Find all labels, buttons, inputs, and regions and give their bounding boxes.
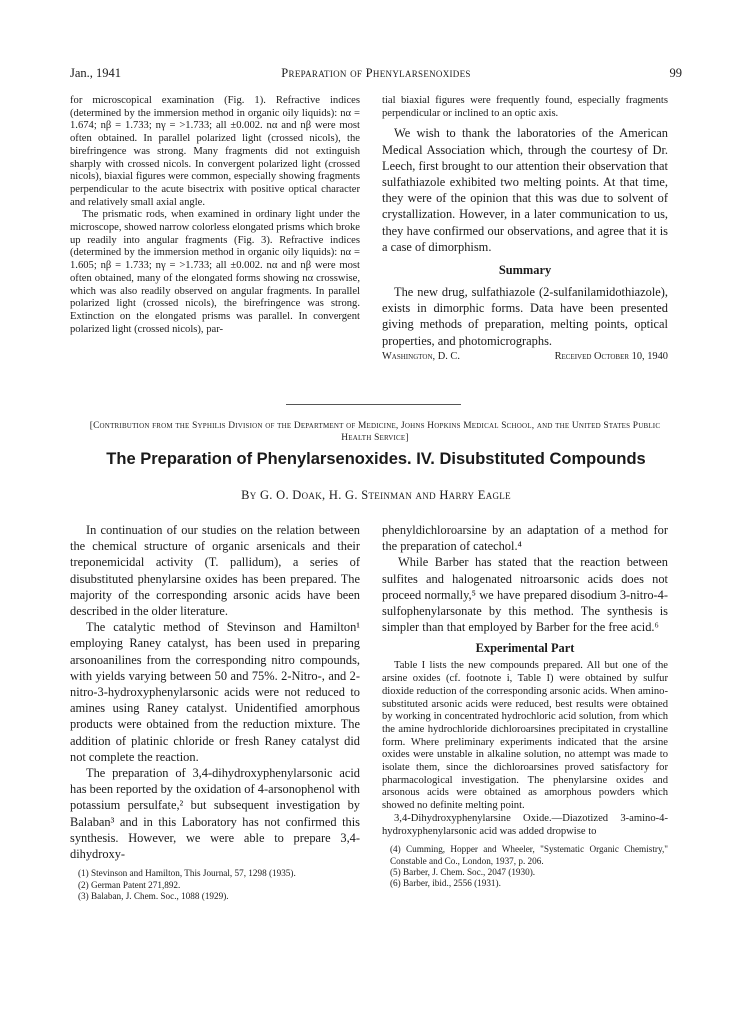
summary-heading: Summary [498,263,552,278]
paragraph: 3,4-Dihydroxyphenylarsine Oxide.—Diazotized 3-amino-4-hydroxyphenylarsonic acid was added dropwise to [382,812,668,837]
paragraph: phenyldichloroarsine by an adaptation of a method for the preparation of catechol.⁴ [382,523,668,554]
body-left-column [70,522,360,902]
dateline [382,351,668,362]
received-date: Received October 10, 1940 [554,350,668,362]
paragraph: Table I lists the new compounds prepared. All but one of the arsine oxides (cf. footnote i, Table I) were obtained by sulfur dioxide reduction of the corresponding arsonic acids. When amino-substituted arsonic acids were reduced, best results were obtained by working in concentrated hydrochloric acid solution, from which the amine hydrochloride dichloroarsines precipitated in crystalline form. Where preliminary experiments indicated that the arsine oxides were unstable in alkaline solution, no attempt was made to isolate them, since the dichloroarsines proved satisfactory for pharmacological investigation. The phenylarsine oxides and arsonous acids were obtained as amorphous powders which showed no definite melting point. [382,660,668,812]
place: Washington, D. C. [382,350,460,362]
header-running-title: Preparation of Phenylarsenoxides [281,66,471,80]
paragraph: The preparation of 3,4-dihydroxyphenylarsonic acid has been reported by the oxidation of 4-arsonophenol with potassium persulfate,² but subsequent investigation by Balaban³ and in this Laboratory has not confirmed this synthesis. However, we were able to prepare 3,4-dihydroxy- [70,766,360,862]
paragraph: While Barber has stated that the reaction between sulfites and halogenated nitroarsonic acids does not proceed normally,⁵ we have prepared disodium 3-nitro-4-sulfophenylarsonate by this method. The synthesis is simpler than that employed by Barber for the free acid.⁶ [382,555,668,635]
summary-paragraph: The new drug, sulfathiazole (2-sulfanilamidothiazole), exists in dimorphic forms. Data have been presented giving methods of preparation, melting points, optical properties, and photomicrographs. [382,285,668,348]
section-divider [286,404,461,405]
experimental-heading: Experimental Part [475,641,575,656]
top-right-column [382,95,668,362]
running-header [70,66,682,84]
footnote: (2) German Patent 271,892. [78,879,181,890]
paragraph: The prismatic rods, when examined in ordinary light under the microscope, showed narrow colorless elongated prisms which broke up readily into angular fragments (Fig. 3). Refractive indices (determined by the immersion method in organic oily liquids): nα = 1.605; nβ = 1.733; nγ = >1.733; all ±0.002. nα and nβ were most often obtained, many of the elongated forms showing nα crosswise, which was also readily observed on angular fragments. In parallel polarized light (crossed nicols), the birefringence was strong. Extinction on the elongated prisms was parallel. In convergent polarized light (crossed nicols), par- [70,209,360,335]
acknowledgment-paragraph: We wish to thank the laboratories of the American Medical Association which, through the courtesy of Dr. Leech, first brought to our attention their observation that sulfathiazole exhibited two melting points. At that time, they were of the opinion that this was due to solvent of crystallization. However, in a later communication to us, they have confirmed our observations, and agree that it is a case of dimorphism. [382,126,668,254]
header-page-number: 99 [669,66,682,80]
authors: By G. O. Doak, H. G. Steinman and Harry Eagle [241,488,511,502]
footnote: (6) Barber, ibid., 2556 (1931). [390,878,501,889]
footnote: (1) Stevinson and Hamilton, This Journal, 57, 1298 (1935). [78,868,296,879]
paragraph: The catalytic method of Stevinson and Hamilton¹ employing Raney catalyst, has been used in preparing arsonoanilines from the corresponding nitro compounds, with yields varying between 50 and 75%. 2-Nitro-, and 2-nitro-3-hydroxyphenylarsonic acids were not reduced to amines using Raney catalyst. Unidentified amorphous products were obtained from the reduction mixture. The addition of platinic chloride or fresh Raney catalyst did not complete the reaction. [70,620,360,764]
top-left-column [70,95,360,336]
footnote: (4) Cumming, Hopper and Wheeler, "Systematic Organic Chemistry," Constable and Co., London, 1937, p. 206. [390,844,668,866]
footnote: (3) Balaban, J. Chem. Soc., 1088 (1929). [78,891,229,902]
body-right-column [382,522,668,890]
paragraph: for microscopical examination (Fig. 1). Refractive indices (determined by the immersion method in organic oily liquids): nα = 1.674; nβ = 1.733; nγ = >1.733; all ±0.002. nα and nβ were most often obtained. In parallel polarized light (crossed nicols), the birefringence was strong. Many fragments did not extinguish sharply with crossed nicols. In convergent polarized light (crossed nicols), biaxial figures were common, especially showing fragments perpendicular to the acute bisectrix with positive optical character and relatively small axial angle. [70,95,360,208]
article-title: The Preparation of Phenylarsenoxides. IV. Disubstituted Compounds [106,450,646,468]
paragraph: tial biaxial figures were frequently found, especially fragments perpendicular or inclined to an optic axis. [382,95,668,119]
header-date: Jan., 1941 [70,66,122,80]
footnote: (5) Barber, J. Chem. Soc., 2047 (1930). [390,867,536,878]
paragraph: In continuation of our studies on the relation between the chemical structure of organic arsenicals and their treponemicidal activity (T. pallidum), a series of disubstituted phenylarsine oxides has been prepared. The majority of the corresponding arsonic acids have been described in the older literature. [70,523,360,619]
contribution-note: [Contribution from the Syphilis Division of the Department of Medicine, Johns Hopkins Medical School, and the United States Public Health Service] [89,421,661,443]
